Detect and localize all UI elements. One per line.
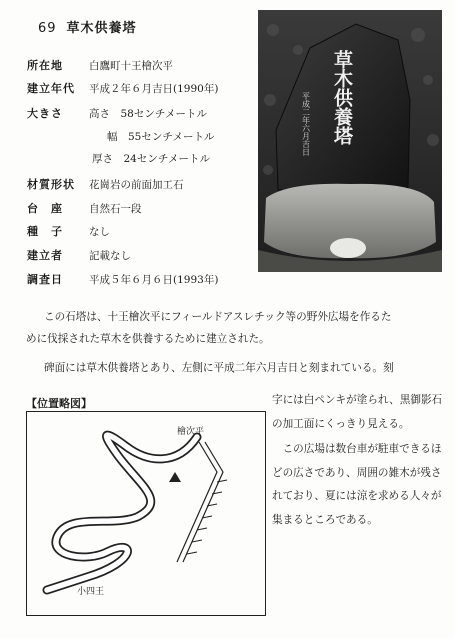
monument-marker-icon — [169, 472, 181, 482]
monument-photo — [258, 10, 442, 272]
entry-title: 草木供養塔 — [66, 21, 137, 36]
detail-value: 自然石一段 — [89, 202, 142, 215]
map-label-bottom: 小四王 — [77, 587, 105, 597]
detail-value: 記載なし — [89, 249, 131, 262]
detail-row-size — [27, 103, 207, 123]
detail-label: 台 座 — [27, 202, 63, 215]
body-para3: この広場は数台車が駐車できるほどの広さであり、周囲の雑木が残されており、夏には涼を求める人々が集まるところである。 — [272, 443, 442, 526]
detail-label: 建立者 — [27, 249, 63, 262]
inscription-main: 草木供養塔 — [331, 50, 353, 145]
side-text — [272, 389, 448, 532]
detail-row-erected — [27, 78, 218, 98]
detail-label: 材質形状 — [27, 178, 75, 191]
detail-label: 所在地 — [27, 59, 63, 72]
detail-label: 種 子 — [27, 225, 63, 238]
detail-row-survey-date — [27, 269, 218, 289]
detail-row-width — [107, 126, 214, 146]
detail-value: 高さ 58センチメートル — [89, 107, 207, 120]
detail-value: 白鷹町十王檜次平 — [89, 59, 173, 72]
road-inner — [47, 435, 197, 590]
body-para1-line1: この石塔は、十王檜次平にフィールドアスレチック等の野外広場を作るた — [44, 311, 392, 323]
detail-row-location — [27, 55, 173, 75]
detail-value: なし — [89, 225, 110, 238]
road-diagram — [27, 412, 264, 614]
detail-label: 大きさ — [27, 107, 63, 120]
detail-row-depth — [92, 148, 210, 168]
side-road — [177, 442, 217, 562]
body-para2-line1: 碑面には草木供養塔とあり、左側に平成二年六月吉日と刻まれている。刻 — [44, 362, 394, 374]
detail-value: 幅 55センチメートル — [107, 130, 215, 143]
body-para2-rest: 字には白ペンキが塗られ、黒御影石の加工面にくっきり見える。 — [272, 394, 443, 430]
map-label-top: 檜次平 — [177, 427, 205, 437]
entry-heading — [38, 17, 137, 36]
detail-label: 調査日 — [27, 273, 63, 286]
detail-value: 厚さ 24センチメートル — [92, 152, 210, 165]
detail-value: 平成２年６月吉日(1990年) — [89, 82, 219, 95]
monument-illustration — [258, 10, 442, 272]
detail-value: 平成５年６月６日(1993年) — [89, 273, 219, 286]
inscription-side: 平成二年六月吉日 — [301, 92, 311, 156]
detail-row-seed — [27, 221, 110, 241]
detail-value: 花崗岩の前面加工石 — [89, 178, 184, 191]
slope-hatching — [187, 480, 227, 554]
body-para1-line2: めに伐採された草木を供養するために建立された。 — [26, 333, 270, 345]
detail-row-builder — [27, 245, 131, 265]
detail-label: 建立年代 — [27, 82, 75, 95]
entry-number: 69 — [38, 21, 57, 36]
map-title: 【位置略図】 — [26, 397, 92, 410]
location-map — [26, 411, 266, 616]
detail-row-material — [27, 174, 184, 194]
detail-row-pedestal — [27, 198, 142, 218]
